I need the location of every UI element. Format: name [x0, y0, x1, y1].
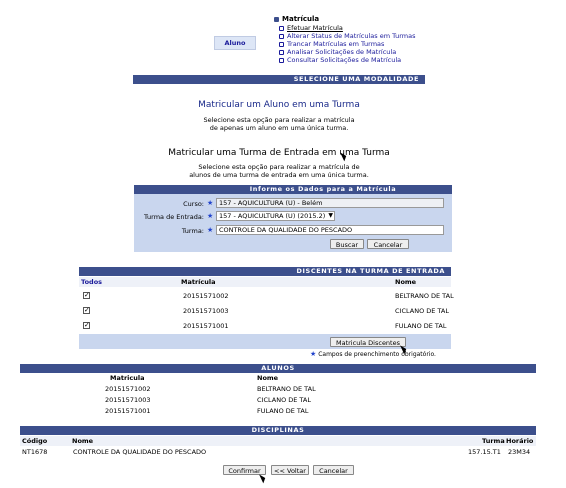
list-item: 20151571001 FULANO DE TAL	[105, 407, 309, 415]
matricula-discentes-button[interactable]: Matricula Discentes	[330, 337, 406, 347]
tab-aluno[interactable]	[214, 36, 256, 50]
option-turma-entrada-desc: Selecione esta opção para realizar a matrícula de alunos de uma turma de entrada em uma única turma.	[189, 163, 369, 179]
list-item: 20151571003 CICLANO DE TAL	[105, 396, 311, 404]
table-row: NT1678 CONTROLE DA QUALIDADE DO PESCADO 157.15.T1 23M34	[22, 448, 531, 456]
menu-item-analisar[interactable]: Analisar Solicitações de Matrícula	[279, 48, 415, 56]
matricula-menu	[274, 15, 415, 64]
row-matricula: 20151571001	[183, 322, 229, 330]
menu-item-efetuar-matricula[interactable]: Efetuar Matrícula	[279, 24, 415, 32]
discentes-col-headers	[79, 277, 451, 287]
disciplinas-header: DISCIPLINAS	[20, 426, 536, 435]
required-marker: ★	[310, 350, 317, 358]
option-aluno-turma-title[interactable]: Matricular um Aluno em uma Turma	[198, 100, 360, 110]
menu-item-consultar[interactable]: Consultar Solicitações de Matrícula	[279, 56, 415, 64]
row-nome: BELTRANO DE TAL	[395, 292, 454, 300]
col-todos[interactable]: Todos	[81, 278, 103, 286]
turma-entrada-select[interactable]: 157 - AQUICULTURA (U) (2015.2) ▼	[216, 211, 335, 221]
option-aluno-turma-desc: Selecione esta opção para realizar a matrícula de apenas um aluno em uma única turma.	[203, 116, 355, 132]
dados-header: Informe os Dados para a Matrícula	[134, 185, 452, 194]
turma-field[interactable]: CONTROLE DA QUALIDADE DO PESCADO	[216, 225, 444, 235]
required-marker: ★	[207, 212, 214, 220]
cancelar-busca-button[interactable]: Cancelar	[367, 239, 409, 249]
discentes-header: DISCENTES NA TURMA DE ENTRADA	[79, 267, 451, 276]
required-note: ★ Campos de preenchimento obrigatório.	[310, 350, 436, 358]
modalidade-header: SELECIONE UMA MODALIDADE	[133, 75, 425, 84]
bullet-icon	[279, 50, 284, 55]
col-nome: Nome	[395, 278, 417, 286]
bullet-icon	[279, 42, 284, 47]
tab-aluno-label: Aluno	[224, 39, 246, 47]
curso-label: Curso:	[183, 200, 204, 208]
menu-title: Matrícula	[282, 15, 320, 23]
bullet-icon	[279, 34, 284, 39]
bullet-icon	[279, 26, 284, 31]
turma-entrada-label: Turma de Entrada:	[144, 213, 204, 221]
alunos-header: ALUNOS	[20, 364, 536, 373]
col-matricula: Matrícula	[181, 278, 216, 286]
curso-field[interactable]: 157 - AQUICULTURA (U) - Belém	[216, 198, 444, 208]
turma-label: Turma:	[181, 227, 204, 235]
required-marker: ★	[207, 226, 214, 234]
row-matricula: 20151571003	[183, 307, 229, 315]
row-matricula: 20151571002	[183, 292, 229, 300]
row-checkbox[interactable]: ✓	[84, 306, 90, 314]
col-matricula: Matricula	[110, 374, 145, 382]
menu-item-trancar[interactable]: Trancar Matrículas em Turmas	[279, 40, 415, 48]
buscar-button[interactable]: Buscar	[330, 239, 364, 249]
required-marker: ★	[207, 199, 214, 207]
chevron-down-icon: ▼	[328, 212, 333, 219]
table-row	[79, 288, 454, 303]
table-row	[79, 318, 451, 333]
list-item: 20151571002 BELTRANO DE TAL	[105, 385, 316, 393]
cancelar-button[interactable]: Cancelar	[313, 465, 354, 475]
table-row	[79, 303, 451, 318]
row-nome: FULANO DE TAL	[395, 322, 447, 330]
row-checkbox[interactable]: ✓	[84, 321, 90, 329]
row-checkbox[interactable]: ✓	[84, 291, 90, 299]
disciplinas-col-headers: Código Nome Turma Horário	[20, 436, 536, 446]
folder-icon	[274, 17, 279, 22]
option-turma-entrada-title[interactable]: Matricular uma Turma de Entrada em uma Turma	[168, 148, 390, 158]
col-nome: Nome	[257, 374, 279, 382]
confirmar-button[interactable]: Confirmar	[223, 465, 266, 475]
bullet-icon	[279, 58, 284, 63]
voltar-button[interactable]: << Voltar	[271, 465, 309, 475]
row-nome: CICLANO DE TAL	[395, 307, 449, 315]
menu-item-alterar-status[interactable]: Alterar Status de Matrículas em Turmas	[279, 32, 415, 40]
